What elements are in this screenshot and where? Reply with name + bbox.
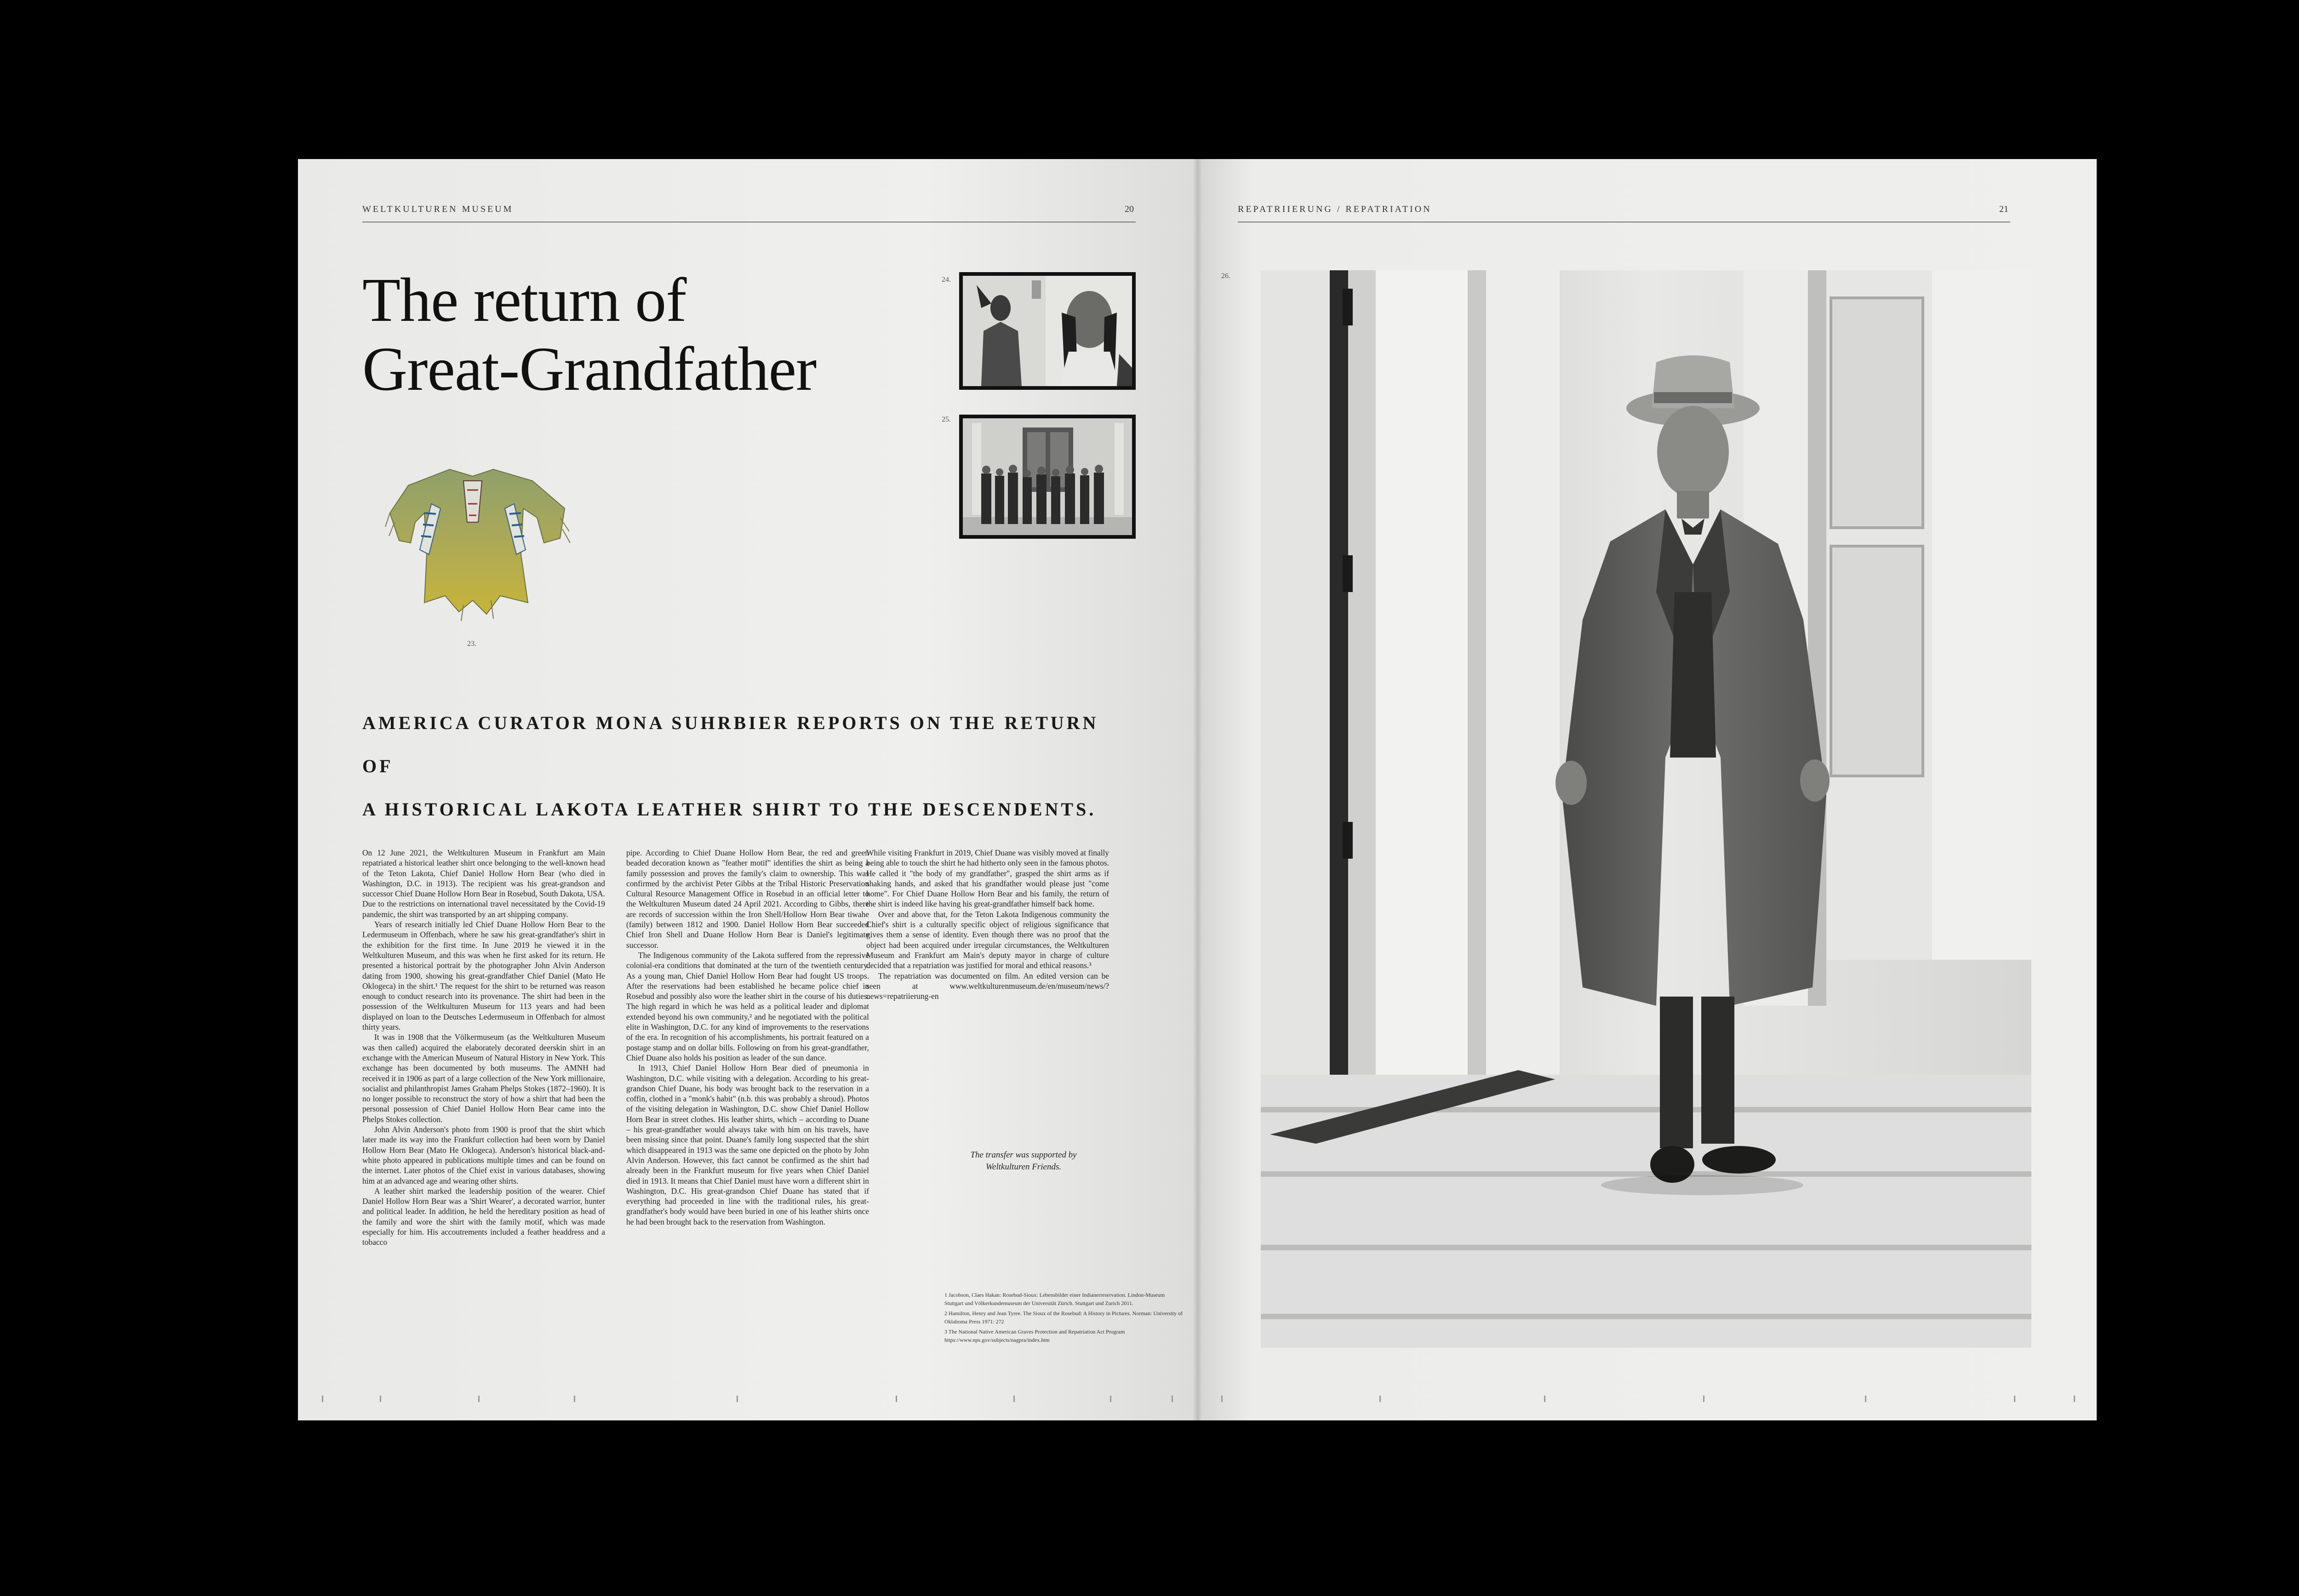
registration-mark: [478, 1396, 480, 1402]
title-line-1: The return of: [362, 266, 686, 335]
figure-number-26: 26.: [1221, 272, 1230, 280]
registration-mark: [1110, 1396, 1111, 1402]
page-number: 20: [1125, 204, 1134, 214]
portraits-photo: [959, 272, 1136, 390]
footnote: 1 Jacobson, Claes Hakan: Rosebud-Sioux: Lebensbilder einer Indianerreservation. Lindon-Museum Stuttgart und Völkerkundemuseum der Universität Zürich. Stuttgart und Zurich 2011.: [944, 1292, 1165, 1306]
body-column-1: [362, 848, 605, 1420]
registration-mark: [2014, 1396, 2015, 1402]
registration-mark: [322, 1396, 323, 1402]
paragraph: The Indigenous community of the Lakota suffered from the repressive colonial-era conditions that dominated at the turn of the twentieth century. As a young man, Chief Daniel Hollow Horn Bear had fought US troops. After the reservations had been established he became police chief in Rosebud and possibly also wore the leather shirt in the course of his duties. The high regard in which he was held as a political leader and diplomat extended beyond his own community,² and he negotiated with the political elite in Washington, D.C. for any kind of improvements to the reservations of the era. In recognition of his accomplishments, his portrait featured on a postage stamp and on dollar bills. Following on from his great-grandfather, Chief Duane also holds his position as leader of the sun dance.: [626, 950, 869, 1062]
registration-mark: [1013, 1396, 1015, 1402]
body-column-2: [626, 848, 869, 1420]
figure-number-23: 23.: [467, 640, 476, 648]
deck-line-2: A HISTORICAL LAKOTA LEATHER SHIRT TO THE DESCENDENTS.: [362, 799, 1097, 820]
registration-mark: [1703, 1396, 1704, 1402]
paragraph: In 1913, Chief Daniel Hollow Horn Bear died of pneumonia in Washington, D.C. while visiting with a delegation. According to his great-grandson Chief Duane, his body was brought back to the reservation in a coffin, clothed in a "monk's habit" (n.b. this was probably a shroud). Photos of the visiting delegation in Washington, D.C. show Chief Daniel Hollow Horn Bear in street clothes. His leather shirts, which – according to Duane – his great-grandfather would always take with him on his travels, have been missing since that point. Duane's family long suspected that the shirt which disappeared in 1913 was the same one depicted on the photo by John Alvin Anderson. However, this fact cannot be confirmed as the shirt had already been in the Frankfurt museum for five years when Chief Daniel died in 1913. It means that Chief Daniel must have worn a different shirt in Washington, D.C. His great-grandson Chief Duane has stated that if everything had proceeded in line with the traditional rules, his great-grandfather's body would have been buried in one of his leather shirts once he had been brought back to the reservation from Washington.: [626, 1063, 869, 1226]
support-line-1: The transfer was supported by: [970, 1150, 1077, 1160]
registration-mark: [1379, 1396, 1381, 1402]
figure-number-25: 25.: [942, 416, 951, 423]
footnotes: [944, 1291, 1184, 1346]
support-line-2: Weltkulturen Friends.: [985, 1162, 1062, 1172]
paragraph: Over and above that, for the Teton Lakota Indigenous community the Chief's shirt is a culturally specific object of religious significance that gives them a sense of identity. Even though there was no proof that the object had been acquired under irregular circumstances, the Weltkulturen Museum and Frankfurt am Main's deputy mayor in charge of culture decided that a repatriation was justified for moral and ethical reasons.³: [866, 909, 1109, 970]
magazine-spread: [298, 159, 2097, 1420]
spread-gutter: [1193, 159, 1202, 1420]
footnote: 2 Hamilton, Henry and Jean Tyree. The Sioux of the Rosebud: A History in Pictures. Norman: University of Oklahoma Press 1971: 272: [944, 1310, 1183, 1325]
registration-mark: [1865, 1396, 1866, 1402]
registration-mark: [2074, 1396, 2075, 1402]
registration-mark: [737, 1396, 738, 1402]
registration-marks: [1197, 1396, 2097, 1409]
title-line-2: Great-Grandfather: [362, 335, 817, 404]
page-number: 21: [1999, 204, 2008, 214]
leather-shirt-image: [381, 444, 574, 624]
portraits-photo-graphic: [963, 276, 1132, 386]
registration-mark: [1544, 1396, 1545, 1402]
registration-mark: [574, 1396, 575, 1402]
paragraph: While visiting Frankfurt in 2019, Chief Duane was visibly moved at finally being able to touch the shirt he had hitherto only seen in the famous photos. He called it "the body of my grandfather", grasped the shirt arms as if shaking hands, and asked that his grandfather would please just "come home". For Chief Duane Hollow Horn Bear and his family, the return of the shirt is indeed like having his great-grandfather himself back home.: [866, 848, 1109, 909]
support-note: [932, 1149, 1115, 1173]
paragraph: pipe. According to Chief Duane Hollow Horn Bear, the red and green beaded decoration known as "feather motif" identifies the shirt as being a family possession and proves the family's claim to ownership. This was confirmed by the archivist Peter Gibbs at the Tribal Historic Preservation Cultural Resource Management Office in Rosebud in an official letter to the Weltkulturen Museum dated 24 April 2021. According to Gibbs, there are records of succession within the Iron Shell/Hollow Horn Bear tiwahe (family) between 1812 and 1900. Daniel Hollow Horn Bear succeeded Chief Iron Shell and Duane Hollow Horn Bear is Daniel's legitimate successor.: [626, 848, 869, 950]
figure-number-24: 24.: [942, 276, 951, 284]
article-deck: [362, 701, 1135, 831]
running-head: REPATRIIERUNG / REPATRIATION: [1238, 204, 1432, 214]
left-page: [298, 159, 1197, 1420]
registration-mark: [1221, 1396, 1223, 1402]
chief-portrait-photo: [1261, 270, 2031, 1348]
deck-line-1: AMERICA CURATOR MONA SUHRBIER REPORTS ON THE RETURN OF: [362, 712, 1099, 776]
paragraph: On 12 June 2021, the Weltkulturen Museum in Frankfurt am Main repatriated a historical leather shirt once belonging to the well-known head of the Teton Lakota, Chief Daniel Hollow Horn Bear (who died in Washington, D.C. in 1913). The recipient was his great-grandson and successor Chief Duane Hollow Horn Bear in Rosebud, South Dakota, USA. Due to the restrictions on international travel necessitated by the Covid-19 pandemic, the shirt was transported by an art shipping company.: [362, 848, 605, 919]
paragraph: It was in 1908 that the Völkermuseum (as the Weltkulturen Museum was then called) acquired the elaborately decorated deerskin shirt in an exchange with the American Museum of Natural History in New York. This exchange has been documented by both museums. The AMNH had received it in 1906 as part of a large collection of the New York millionaire, socialist and philanthropist James Graham Phelps Stokes (1872–1960). It is no longer possible to reconstruct the story of how a shirt that had been the personal possession of Chief Daniel Hollow Horn Bear came into the Phelps Stokes collection.: [362, 1032, 605, 1124]
body-column-3: [866, 848, 1109, 1087]
paragraph: The repatriation was documented on film. An edited version can be seen at www.weltkulturenmuseum.de/en/museum/news/?news=repatriierung-en: [866, 971, 1109, 1001]
registration-mark: [380, 1396, 381, 1402]
delegation-photo: [959, 415, 1136, 539]
right-page: [1197, 159, 2097, 1420]
footnote: 3 The National Native American Graves Protection and Repatriation Act Program https://www.nps.gov/subjects/nagpra/index.htm: [944, 1328, 1125, 1343]
running-head: WELTKULTUREN MUSEUM: [362, 204, 514, 214]
registration-mark: [896, 1396, 897, 1402]
paragraph: Years of research initially led Chief Duane Hollow Horn Bear to the Ledermuseum in Offenbach, where he saw his great-grandfather's shirt in the exhibition for the first time. In June 2019 he viewed it in the Weltkulturen Museum, and this was when he first asked for its return. He presented a historical portrait by the photographer John Alvin Anderson dating from 1900, showing his great-grandfather Chief Daniel (Mato He Oklogeca) in the shirt.¹ The request for the shirt to be returned was reason enough to conduct research into its provenance. The shirt had been in the possession of the Weltkulturen Museum for 113 years and had been displayed on loan to the Deutsches Ledermuseum in Offenbach for almost thirty years.: [362, 920, 605, 1032]
registration-marks: [298, 1396, 1197, 1409]
article-title: [362, 266, 868, 404]
paragraph: A leather shirt marked the leadership position of the wearer. Chief Daniel Hollow Horn Bear was a 'Shirt Wearer', a decorated warrior, hunter and political leader. In addition, he held the hereditary position as head of the family and wore the shirt with the family motif, which was made especially for him. His accoutrements included a feather headdress and a tobacco: [362, 1186, 605, 1247]
paragraph: John Alvin Anderson's photo from 1900 is proof that the shirt which later made its way into the Frankfurt collection had been worn by Daniel Hollow Horn Bear (Mato He Oklogeca). Anderson's historical black-and-white photo appeared in publications multiple times and can be found on the internet. Later photos of the Chief exist in various databases, showing him at an advanced age and wearing other shirts.: [362, 1125, 605, 1186]
delegation-photo-graphic: [963, 418, 1132, 535]
registration-mark: [1172, 1396, 1173, 1402]
